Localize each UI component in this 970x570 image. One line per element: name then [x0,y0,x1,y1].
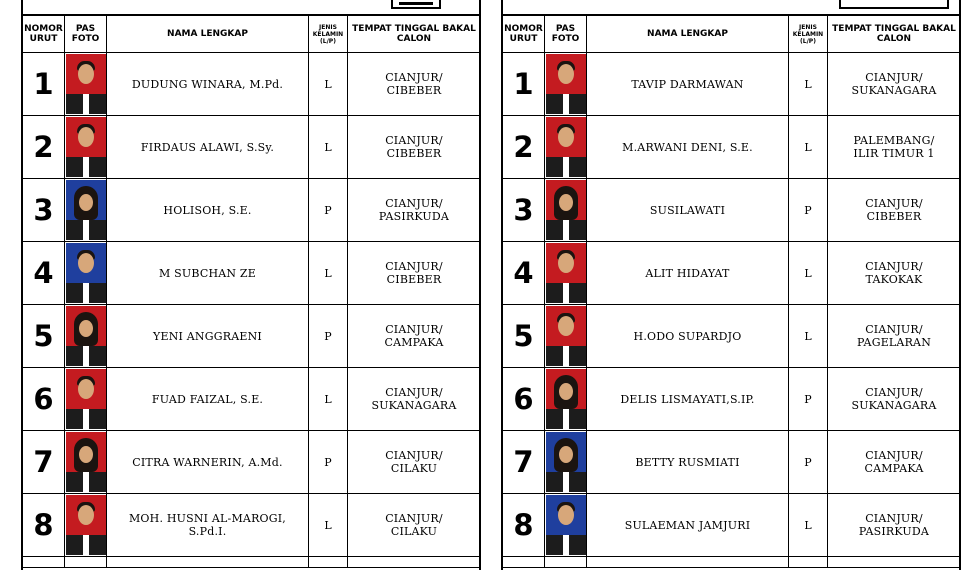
nomor-urut: 1 [503,53,545,116]
photo-clothing [66,535,106,555]
photo-clothing [66,472,106,492]
tempat-line-1: CIANJUR/ [865,512,923,525]
jenis-kelamin: L [309,242,348,305]
pas-foto-cell [65,53,107,116]
empty-cell [348,557,481,568]
candidate-photo [66,369,106,429]
tempat-line-1: CIANJUR/ [865,386,923,399]
table-row [23,179,481,242]
candidate-photo [66,495,106,555]
tempat-tinggal [348,368,481,431]
tempat-line-1: CIANJUR/ [385,449,443,462]
tempat-tinggal [828,305,961,368]
nomor-urut: 7 [503,431,545,494]
table-row [503,494,961,557]
party-logo [391,0,441,9]
nama-line: FUAD FAIZAL, S.E. [151,392,264,406]
nomor-urut: 6 [23,368,65,431]
tempat-line-2: SUKANAGARA [371,399,457,412]
jenis-kelamin: P [309,179,348,242]
empty-cell [587,557,789,568]
tempat-line-1: CIANJUR/ [865,323,923,336]
photo-face [79,194,93,211]
nama-line: TAVIP DARMAWAN [631,77,744,91]
nama-lengkap [587,242,789,305]
pas-foto-cell [65,116,107,179]
tempat-line-2: PASIRKUDA [378,210,450,223]
empty-cell [309,557,348,568]
photo-face [559,194,573,211]
nama-line: MOH. HUSNI AL-MAROGI, [128,512,287,525]
header-nama-lengkap: NAMA LENGKAP [107,16,309,53]
photo-face [78,127,94,147]
candidate-photo [66,117,106,177]
candidate-photo [66,243,106,303]
tempat-tinggal [828,242,961,305]
table-header-row [23,16,481,53]
left-candidate-table [22,15,481,568]
table-row [503,116,961,179]
table-row [503,53,961,116]
photo-clothing [546,220,586,240]
tempat-line-1: CIANJUR/ [385,134,443,147]
photo-face [558,127,574,147]
photo-face [79,320,93,337]
nama-line-2: S.Pd.I. [188,525,227,538]
tempat-line-1: CIANJUR/ [865,197,923,210]
nama-line: M.ARWANI DENI, S.E. [622,140,753,154]
nomor-urut: 5 [503,305,545,368]
nomor-urut: 2 [503,116,545,179]
tempat-line-2: ILIR TIMUR 1 [853,147,935,160]
tempat-line-2: CIBEBER [386,84,442,97]
candidate-photo [66,180,106,240]
candidate-photo [66,432,106,492]
nomor-urut: 4 [23,242,65,305]
photo-face [78,505,94,525]
empty-cell [107,557,309,568]
tempat-line-2: CAMPAKA [384,336,444,349]
photo-face [559,383,573,400]
photo-clothing [546,283,586,303]
candidate-photo [546,180,586,240]
jenis-kelamin: P [789,368,828,431]
nomor-urut: 6 [503,368,545,431]
photo-clothing [546,94,586,114]
tempat-tinggal [828,431,961,494]
candidate-photo [546,432,586,492]
photo-face [79,446,93,463]
photo-clothing [66,94,106,114]
table-row [503,242,961,305]
tempat-line-1: CIANJUR/ [865,260,923,273]
nama-lengkap [107,368,309,431]
photo-face [558,253,574,273]
table-row [23,242,481,305]
tempat-line-2: CIBEBER [386,273,442,286]
table-row [503,179,961,242]
jenis-kelamin: L [309,494,348,557]
table-row [23,494,481,557]
tempat-line-1: CIANJUR/ [385,323,443,336]
nama-line: ALIT HIDAYAT [645,266,730,280]
jenis-kelamin: P [309,431,348,494]
tempat-tinggal [348,494,481,557]
nama-lengkap [107,494,309,557]
nama-line: YENI ANGGRAENI [153,329,262,343]
empty-cell [503,557,545,568]
tempat-tinggal [348,116,481,179]
nama-lengkap [587,305,789,368]
nama-line: M SUBCHAN ZE [158,266,256,280]
tempat-line-2: PASIRKUDA [858,525,930,538]
jenis-kelamin: L [309,53,348,116]
tempat-tinggal [348,53,481,116]
tempat-line-1: CIANJUR/ [385,386,443,399]
nomor-urut: 5 [23,305,65,368]
right-candidate-table [502,15,961,568]
nama-line: SUSILAWATI [649,203,726,217]
tempat-line-1: PALEMBANG/ [853,134,935,147]
nama-lengkap [587,431,789,494]
photo-face [558,316,574,336]
pas-foto-cell [545,179,587,242]
empty-cell [65,557,107,568]
nomor-urut: 1 [23,53,65,116]
pas-foto-cell [65,242,107,305]
candidate-photo [546,243,586,303]
tempat-line-2: PAGELARAN [856,336,932,349]
photo-face [559,446,573,463]
jenis-kelamin: L [789,116,828,179]
nama-lengkap [587,53,789,116]
pas-foto-cell [65,431,107,494]
tempat-line-1: CIANJUR/ [865,71,923,84]
jenis-kelamin: L [309,368,348,431]
header-jenis-kelamin: JENIS KELAMIN (L/P) [789,16,828,53]
pas-foto-cell [545,242,587,305]
photo-face [78,253,94,273]
candidate-photo [546,306,586,366]
nama-lengkap [107,242,309,305]
nomor-urut: 8 [23,494,65,557]
header-pas-foto: PAS FOTO [545,16,587,53]
nama-line: BETTY RUSMIATI [635,455,740,469]
jenis-kelamin: L [789,494,828,557]
tempat-line-1: CIANJUR/ [385,71,443,84]
pas-foto-cell [545,431,587,494]
header-tempat-tinggal: TEMPAT TINGGAL BAKAL CALON [348,16,481,53]
table-row [23,53,481,116]
nama-lengkap [587,116,789,179]
nama-line: HOLISOH, S.E. [163,203,252,217]
table-row [503,305,961,368]
candidate-photo [546,54,586,114]
nomor-urut: 3 [23,179,65,242]
pas-foto-cell [65,368,107,431]
photo-face [558,64,574,84]
photo-clothing [66,409,106,429]
header-nama-lengkap: NAMA LENGKAP [587,16,789,53]
photo-clothing [66,157,106,177]
table-header-row [503,16,961,53]
photo-face [78,64,94,84]
photo-clothing [66,283,106,303]
candidate-photo [546,369,586,429]
photo-clothing [546,346,586,366]
pas-foto-cell [65,179,107,242]
table-row-partial [23,557,481,568]
tempat-tinggal [828,368,961,431]
photo-clothing [66,220,106,240]
nama-lengkap [107,116,309,179]
candidate-photo [66,306,106,366]
tempat-line-1: CIANJUR/ [385,512,443,525]
tempat-tinggal [348,431,481,494]
pas-foto-cell [545,305,587,368]
tempat-line-2: CILAKU [390,525,438,538]
nomor-urut: 4 [503,242,545,305]
nama-lengkap [107,179,309,242]
photo-clothing [546,409,586,429]
nomor-urut: 2 [23,116,65,179]
photo-face [78,379,94,399]
nama-lengkap [107,431,309,494]
jenis-kelamin: P [789,179,828,242]
nomor-urut: 7 [23,431,65,494]
header-jenis-kelamin: JENIS KELAMIN (L/P) [309,16,348,53]
table-row [503,368,961,431]
tempat-line-2: CIBEBER [866,210,922,223]
tempat-line-1: CIANJUR/ [385,260,443,273]
photo-clothing [66,346,106,366]
tempat-tinggal [828,179,961,242]
photo-face [558,505,574,525]
nama-lengkap [107,305,309,368]
photo-clothing [546,157,586,177]
tempat-tinggal [348,242,481,305]
table-row [503,431,961,494]
table-row [23,116,481,179]
nama-lengkap [587,179,789,242]
photo-clothing [546,472,586,492]
pas-foto-cell [545,53,587,116]
jenis-kelamin: L [789,242,828,305]
tempat-line-2: CIBEBER [386,147,442,160]
pas-foto-cell [545,116,587,179]
nama-line: FIRDAUS ALAWI, S.Sy. [140,140,275,154]
candidate-photo [546,117,586,177]
jenis-kelamin: P [309,305,348,368]
header-no-urut: NOMOR URUT [503,16,545,53]
nama-line: DELIS LISMAYATI,S.IP. [620,392,755,406]
tempat-line-2: SUKANAGARA [851,399,937,412]
nama-line: CITRA WARNERIN, A.Md. [132,455,283,469]
pas-foto-cell [545,494,587,557]
tempat-line-2: CILAKU [390,462,438,475]
nama-line: DUDUNG WINARA, M.Pd. [131,77,284,91]
nama-lengkap [107,53,309,116]
photo-clothing [546,535,586,555]
nomor-urut: 3 [503,179,545,242]
header-no-urut: NOMOR URUT [23,16,65,53]
jenis-kelamin: L [309,116,348,179]
nomor-urut: 8 [503,494,545,557]
table-row [23,305,481,368]
table-row [23,431,481,494]
candidate-photo [546,495,586,555]
candidate-photo [66,54,106,114]
tempat-tinggal [828,494,961,557]
pas-foto-cell [545,368,587,431]
tempat-line-1: CIANJUR/ [865,449,923,462]
tempat-tinggal [828,53,961,116]
nama-line: SULAEMAN JAMJURI [624,518,751,532]
pas-foto-cell [65,494,107,557]
jenis-kelamin: P [789,431,828,494]
party-logo-frame [839,0,949,9]
empty-cell [789,557,828,568]
empty-cell [23,557,65,568]
empty-cell [545,557,587,568]
header-pas-foto: PAS FOTO [65,16,107,53]
jenis-kelamin: L [789,53,828,116]
table-row [23,368,481,431]
tempat-tinggal [348,179,481,242]
tempat-line-2: CAMPAKA [864,462,924,475]
header-tempat-tinggal: TEMPAT TINGGAL BAKAL CALON [828,16,961,53]
nama-lengkap [587,368,789,431]
tempat-tinggal [348,305,481,368]
table-row-partial [503,557,961,568]
tempat-line-1: CIANJUR/ [385,197,443,210]
tempat-tinggal [828,116,961,179]
pas-foto-cell [65,305,107,368]
jenis-kelamin: L [789,305,828,368]
tempat-line-2: TAKOKAK [865,273,923,286]
empty-cell [828,557,961,568]
nama-line: H.ODO SUPARDJO [633,329,742,343]
tempat-line-2: SUKANAGARA [851,84,937,97]
nama-lengkap [587,494,789,557]
